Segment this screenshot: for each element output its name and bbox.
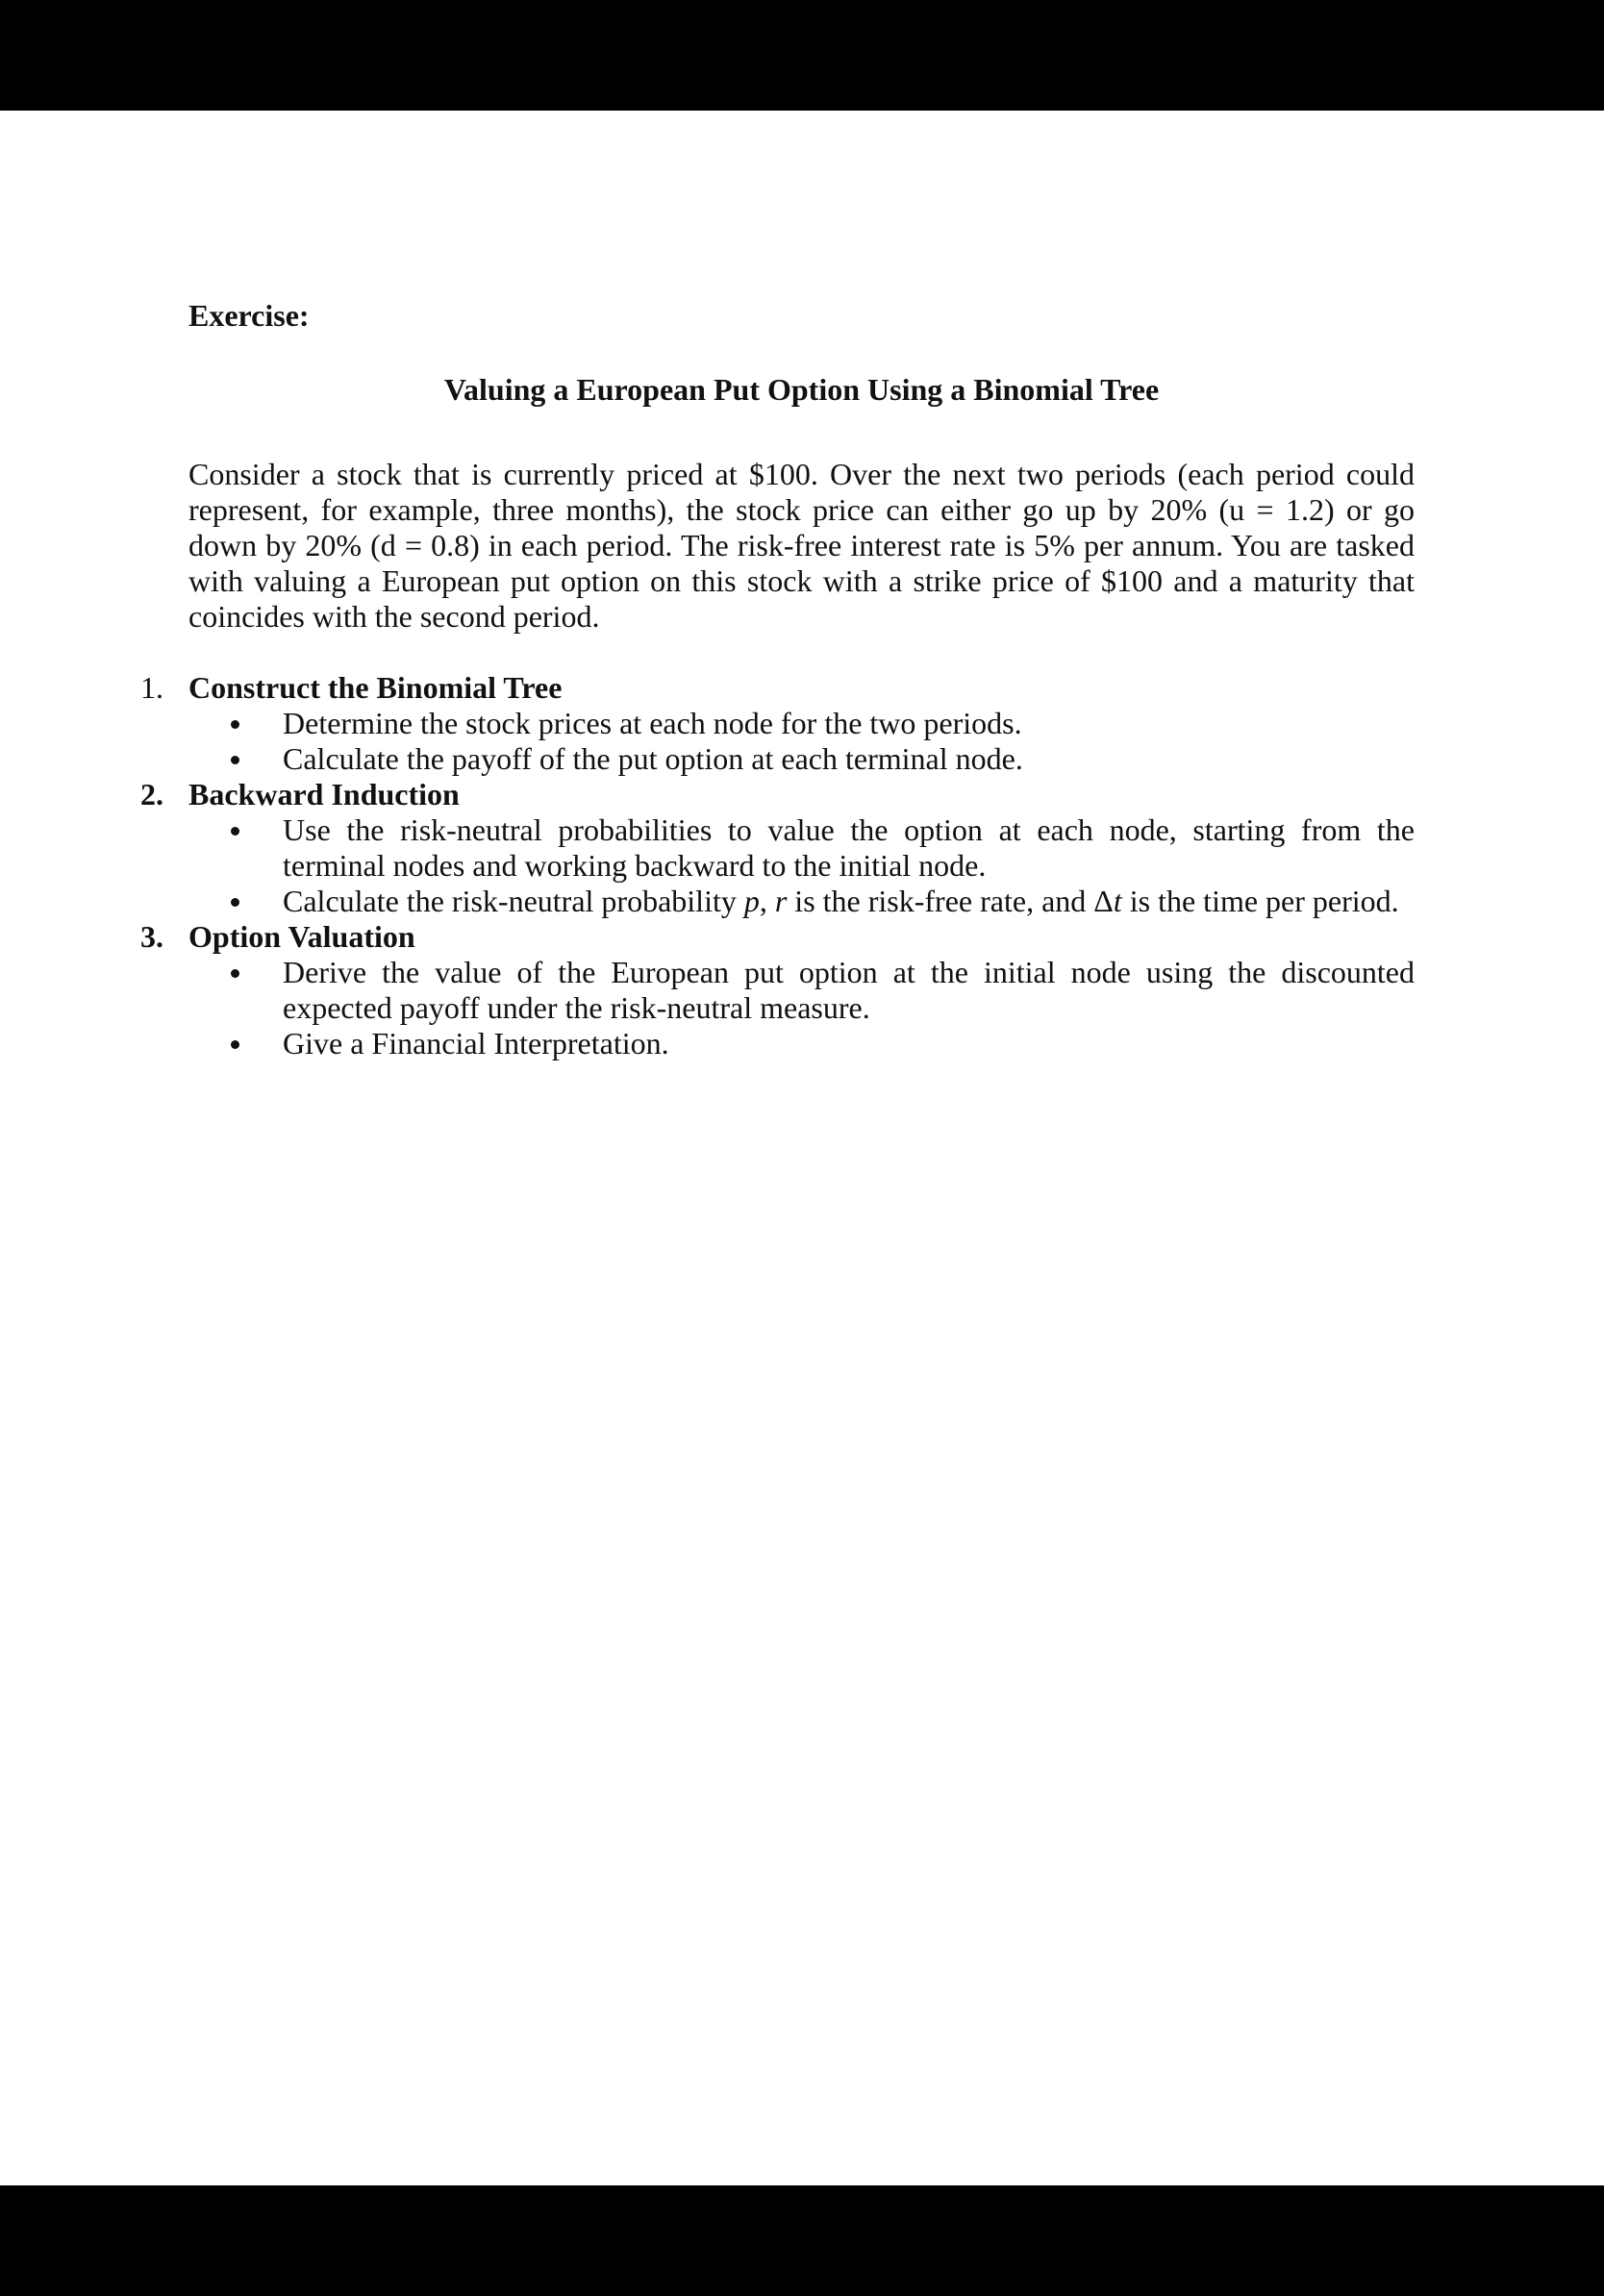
bullet-text: Determine the stock prices at each node for the two periods. <box>283 706 1022 740</box>
section-number: 2. <box>140 777 163 811</box>
section-option-valuation <box>140 919 1415 1061</box>
section-number: 3. <box>140 919 163 954</box>
math-variable-p: p <box>743 884 760 918</box>
section-construct-tree <box>140 670 1415 777</box>
document-content <box>140 298 1415 1061</box>
bullet-text: Derive the value of the European put option at the initial node using the discounted expected payoff under the risk-neutral measure. <box>283 955 1415 1025</box>
bullet-text: Give a Financial Interpretation. <box>283 1026 669 1061</box>
bullet-item <box>283 741 1415 777</box>
bullet-dot-icon <box>231 1040 239 1049</box>
math-delta-symbol: Δ <box>1093 884 1114 918</box>
math-variable-t: t <box>1113 884 1122 918</box>
bullet-item <box>283 955 1415 1026</box>
bullet-dot-icon <box>231 756 239 764</box>
section-heading: Construct the Binomial Tree <box>188 670 563 705</box>
formula-text-before-p: Calculate the risk-neutral probability <box>283 884 744 918</box>
bullet-list <box>188 812 1415 919</box>
document-title: Valuing a European Put Option Using a Binomial Tree <box>443 372 1160 407</box>
bullet-item <box>283 812 1415 884</box>
bullet-item-formula <box>283 884 1415 919</box>
formula-text-after-t: is the time per period. <box>1121 884 1399 918</box>
bullet-dot-icon <box>231 827 239 836</box>
intro-paragraph: Consider a stock that is currently priced at $100. Over the next two periods (each period could represent, for example, three months), the stock price can either go up by 20% (u = 1.2) or go down by 20% (d = 0.8) in each period. The risk-free interest rate is 5% per annum. You are tasked with valuing a European put option on this stock with a strike price of $100 and a maturity that coincides with the second period. <box>188 457 1415 634</box>
bullet-text: Calculate the payoff of the put option at each terminal node. <box>283 741 1023 776</box>
section-heading: Backward Induction <box>188 777 460 811</box>
bullet-dot-icon <box>231 969 239 978</box>
section-list <box>140 670 1415 1061</box>
section-heading: Option Valuation <box>188 919 415 954</box>
exercise-label: Exercise: <box>188 298 310 333</box>
bullet-text: Use the risk-neutral probabilities to value the option at each node, starting from the terminal nodes and working backward to the initial node. <box>283 812 1415 883</box>
bullet-dot-icon <box>231 898 239 907</box>
document-page <box>0 111 1604 2185</box>
bullet-item <box>283 706 1415 741</box>
math-variable-r: r <box>774 884 788 918</box>
bullet-list <box>188 706 1415 777</box>
bullet-dot-icon <box>231 720 239 729</box>
section-number: 1. <box>140 670 163 705</box>
section-backward-induction <box>140 777 1415 919</box>
bullet-list <box>188 955 1415 1061</box>
formula-text-after-r: is the risk-free rate, and <box>787 884 1094 918</box>
formula-text-between: , <box>759 884 775 918</box>
bullet-item <box>283 1026 1415 1061</box>
